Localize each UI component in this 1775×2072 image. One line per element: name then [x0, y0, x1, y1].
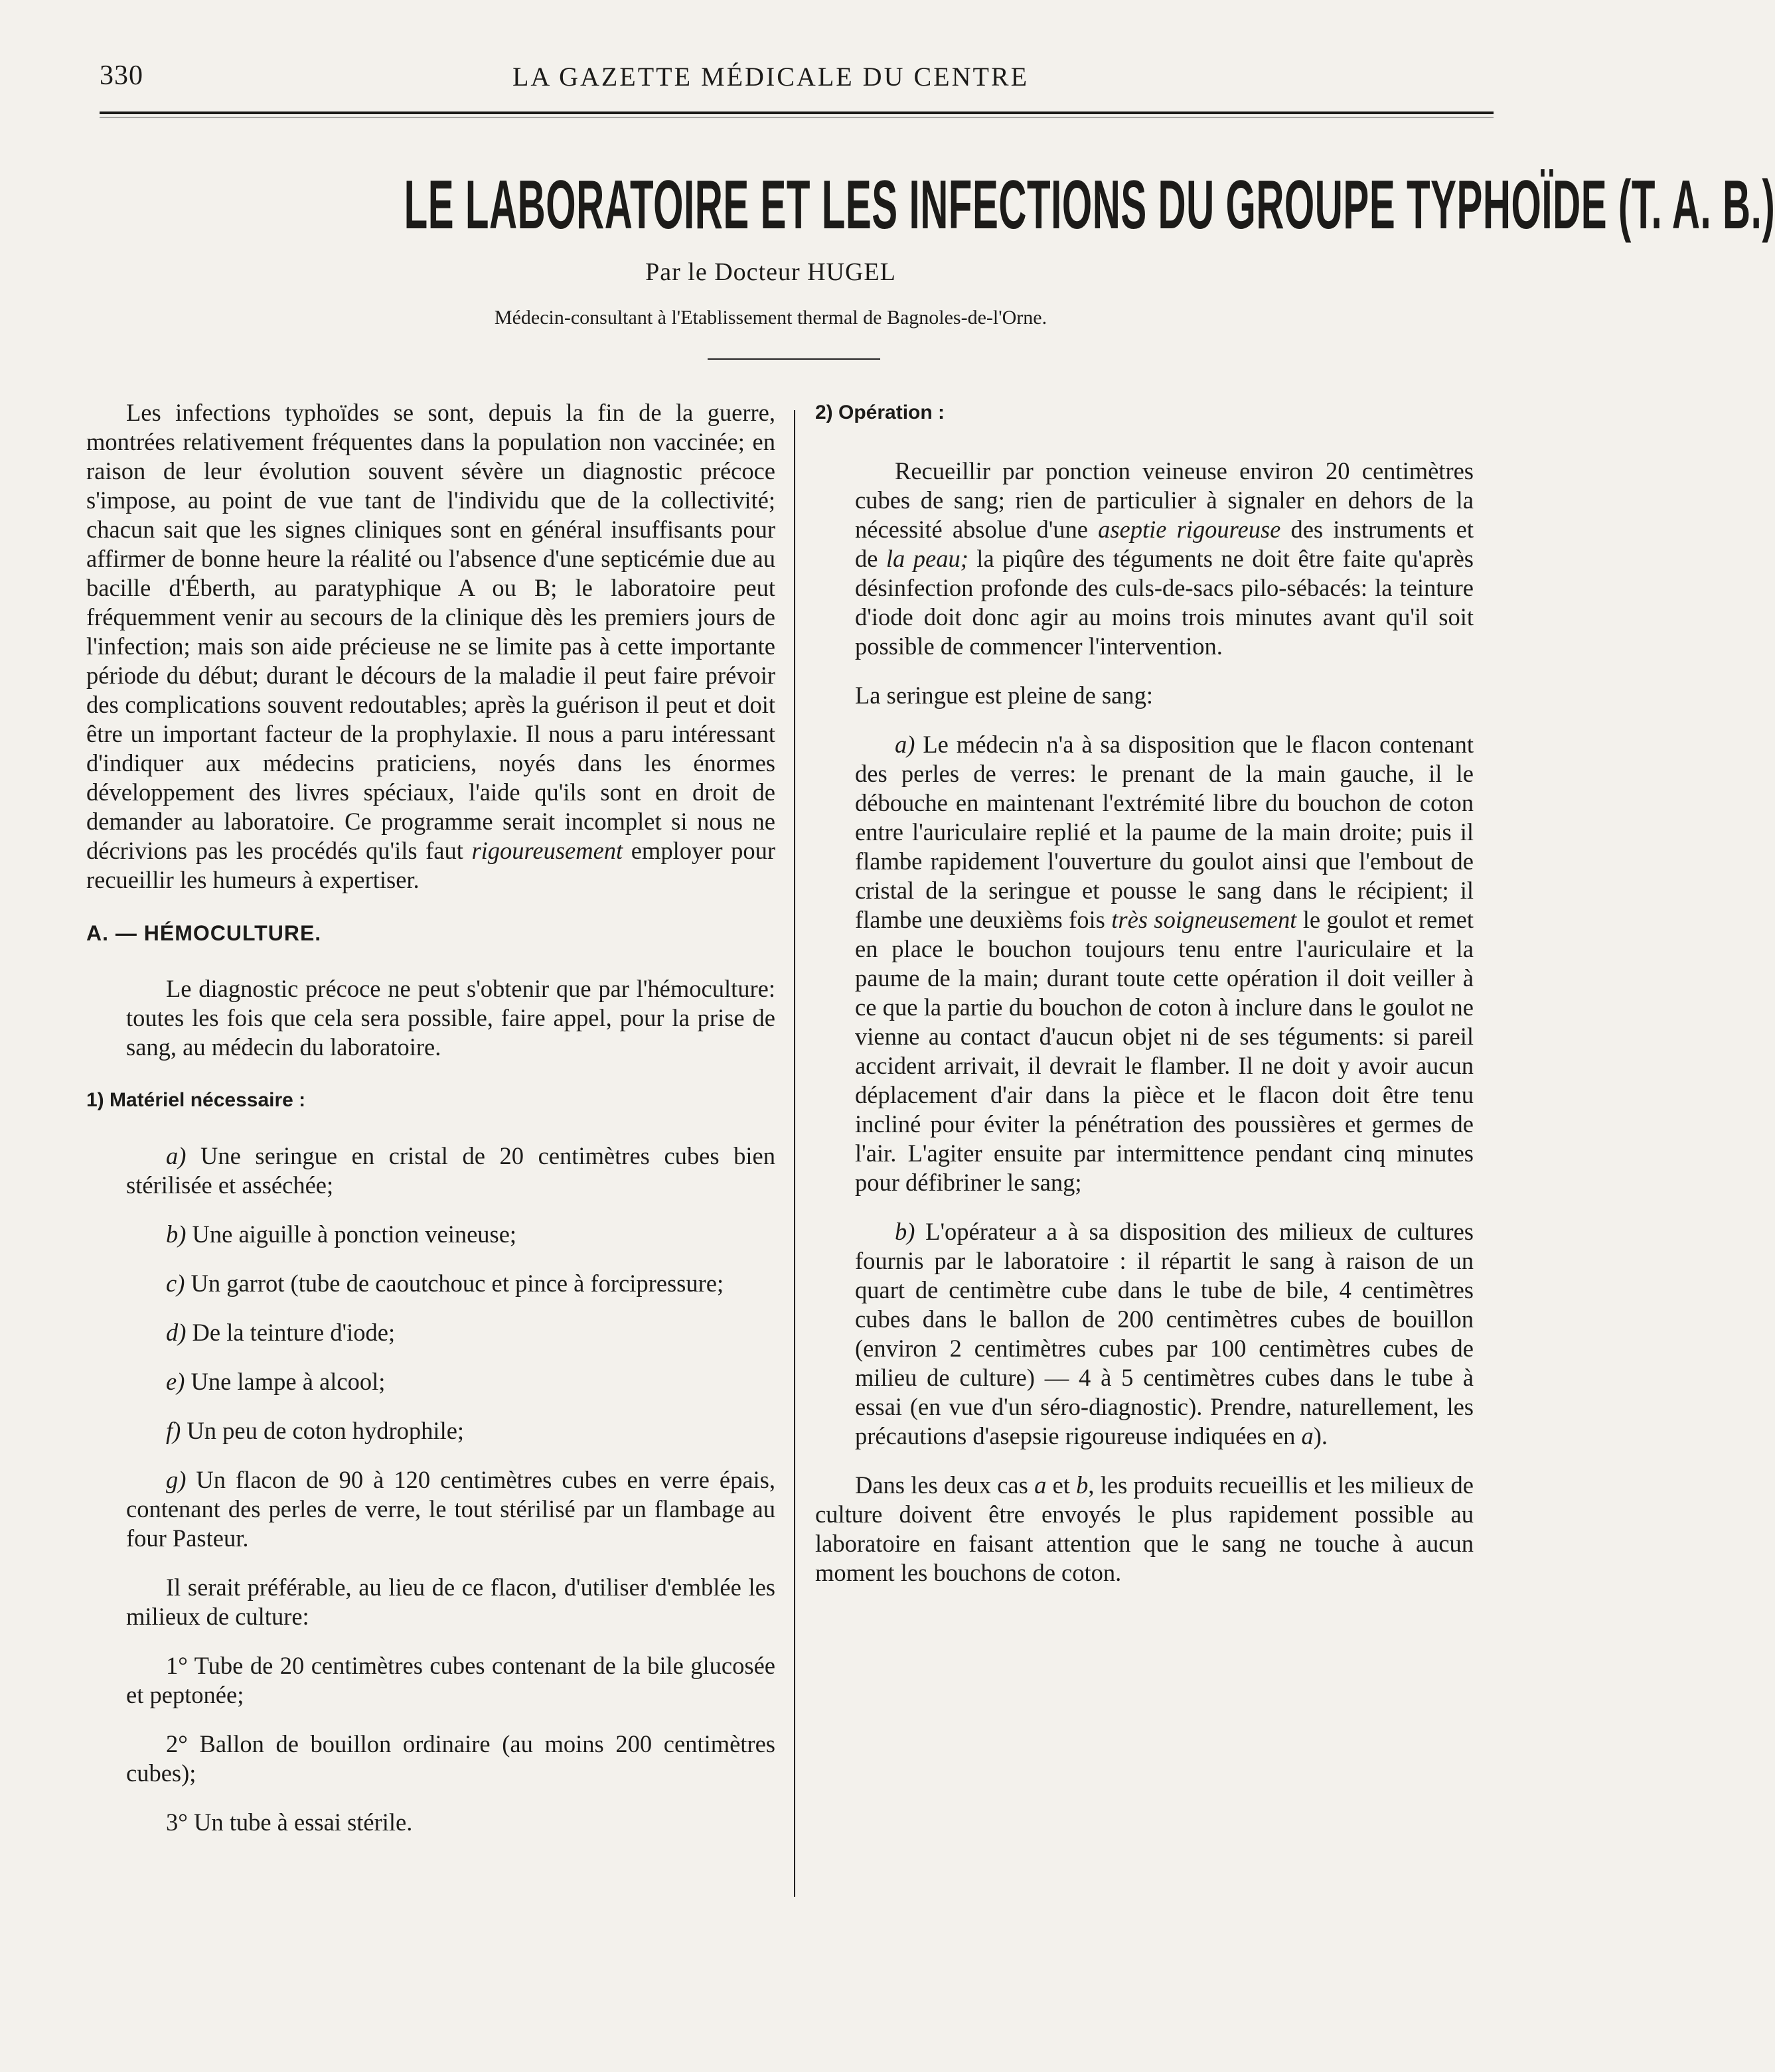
list-item: 2° Ballon de bouillon ordinaire (au moins 200 centimètres cubes); — [126, 1730, 775, 1787]
list-item: f) Un peu de coton hydrophile; — [166, 1417, 465, 1444]
journal-title: LA GAZETTE MÉDICALE DU CENTRE — [512, 62, 1029, 92]
column-divider — [794, 410, 795, 1897]
subsection-heading-materiel: 1) Matériel nécessaire : — [86, 1089, 306, 1111]
title-separator — [708, 358, 880, 360]
list-item: 3° Un tube à essai stérile. — [166, 1809, 413, 1836]
list-item: d) De la teinture d'iode; — [166, 1319, 396, 1346]
left-column — [86, 398, 775, 1857]
operation-paragraph: Recueillir par ponction veineuse environ 20 centimètres cubes de sang; rien de particulier à signaler en dehors de la nécessité absolue d'une aseptie rigoureuse des instruments et de la peau; la piqûre des téguments ne doit être faite qu'après désinfection profonde des culs-de-sacs pilo-sébacés: la teinture d'iode doit donc agir au moins trois minutes avant qu'il soit possible de commencer l'intervention. — [855, 457, 1474, 660]
conclusion-paragraph: Dans les deux cas a et b, les produits recueillis et les milieux de culture doivent être envoyés le plus rapidement possible au laboratoire en faisant attention que le sang ne touche à aucun moment les bouchons de coton. — [815, 1471, 1474, 1586]
header-rule — [100, 111, 1494, 114]
section-heading-hemoculture: A. — HÉMOCULTURE. — [86, 921, 322, 945]
operation-block — [815, 457, 1474, 661]
subsection-heading-operation: 2) Opération : — [815, 402, 945, 423]
materiel-list — [86, 1142, 775, 1837]
list-item: e) Une lampe à alcool; — [166, 1368, 386, 1395]
article-byline: Par le Docteur HUGEL — [645, 258, 896, 286]
preferable-paragraph: Il serait préférable, au lieu de ce flacon, d'utiliser d'emblée les milieux de culture: — [126, 1574, 775, 1630]
right-column — [815, 398, 1474, 1607]
article-title: LE LABORATOIRE ET LES INFECTIONS DU GROUPE TYPHOÏDE (T. A. B.) — [404, 167, 1775, 244]
list-item: g) Un flacon de 90 à 120 centimètres cubes en verre épais, contenant des perles de verre, le tout stérilisé par un flambage au four Pasteur. — [126, 1466, 775, 1552]
hemoculture-block — [86, 974, 775, 1062]
case-b-paragraph: b) L'opérateur a à sa disposition des milieux de cultures fournis par le laboratoire : il répartit le sang à raison de un quart de centimètre cube dans le tube de bile, 4 centimètres cubes dans le ballon de 200 centimètres cubes de bouillon (environ 2 centimètres cubes par 100 centimètres cubes de milieu de culture) — 4 à 5 centimètres cubes dans le tube à essai (en vue d'un séro-diagnostic). Prendre, naturellement, les précautions d'asepsie rigoureuse indiquées en a). — [855, 1218, 1474, 1449]
seringue-block — [815, 681, 1474, 710]
list-item: b) Une aiguille à ponction veineuse; — [166, 1221, 517, 1248]
author-affiliation: Médecin-consultant à l'Etablissement thermal de Bagnoles-de-l'Orne. — [494, 307, 1047, 329]
intro-paragraph: Les infections typhoïdes se sont, depuis la fin de la guerre, montrées relativement fréquentes dans la population non vaccinée; en raison de leur évolution souvent sévère un diagnostic précoce s'impose, au point de vue tant de l'individu que de la collectivité; chacun sait que les signes cliniques sont en général insuffisants pour affirmer de bonne heure la réalité ou l'absence d'une septicémie due au bacille d'Éberth, au paratyphique A ou B; le laboratoire peut fréquemment venir au secours de la clinique dès les premiers jours de l'infection; mais son aide précieuse ne se limite pas à cette importante période du début; durant le décours de la maladie il peut faire prévoir des complications souvent redoutables; après la guérison il peut et doit être un important facteur de la prophylaxie. Il nous a paru intéressant d'indiquer aux médecins praticiens, noyés dans les énormes développement des livres spéciaux, l'aide qu'ils sont en droit de demander au laboratoire. Ce programme serait incomplet si nous ne décrivions pas les procédés qu'ils faut rigoureusement employer pour recueillir les humeurs à expertiser. — [86, 399, 775, 893]
seringue-line: La seringue est pleine de sang: — [855, 682, 1153, 709]
list-item: 1° Tube de 20 centimètres cubes contenant de la bile glucosée et peptonée; — [126, 1652, 775, 1708]
hemoculture-paragraph: Le diagnostic précoce ne peut s'obtenir que par l'hémoculture: toutes les fois que cela sera possible, faire appel, pour la prise de sang, au médecin du laboratoire. — [126, 975, 775, 1061]
list-item: a) Une seringue en cristal de 20 centimètres cubes bien stérilisée et asséchée; — [126, 1142, 775, 1199]
case-a-paragraph: a) Le médecin n'a à sa disposition que le flacon contenant des perles de verres: le prenant de la main gauche, il le débouche en maintenant l'extrémité libre du bouchon de coton entre l'auriculaire replié et la paume de la main droite; puis il flambe rapidement l'ouverture du goulot ainsi que l'embout de cristal de la seringue et pousse le sang dans le récipient; il flambe une deuxièms fois très soigneusement le goulot et remet en place le bouchon toujours tenu entre l'auriculaire et la paume de la main; durant toute cette opération il doit veiller à ce que la partie du bouchon de coton à inclure dans le goulot ne vienne au contact d'aucun objet ni de ses téguments: si pareil accident arrivait, il devrait le flamber. Il ne doit y avoir aucun déplacement d'air dans la pièce et le flacon doit être tenu incliné pour éviter la pénétration des poussières et germes de l'air. L'agiter ensuite par intermittence pendant cinq minutes pour défibriner le sang; — [855, 731, 1474, 1196]
page-number: 330 — [100, 60, 143, 91]
list-item: c) Un garrot (tube de caoutchouc et pince à forcipressure; — [166, 1270, 724, 1297]
case-a-block — [815, 730, 1474, 1451]
